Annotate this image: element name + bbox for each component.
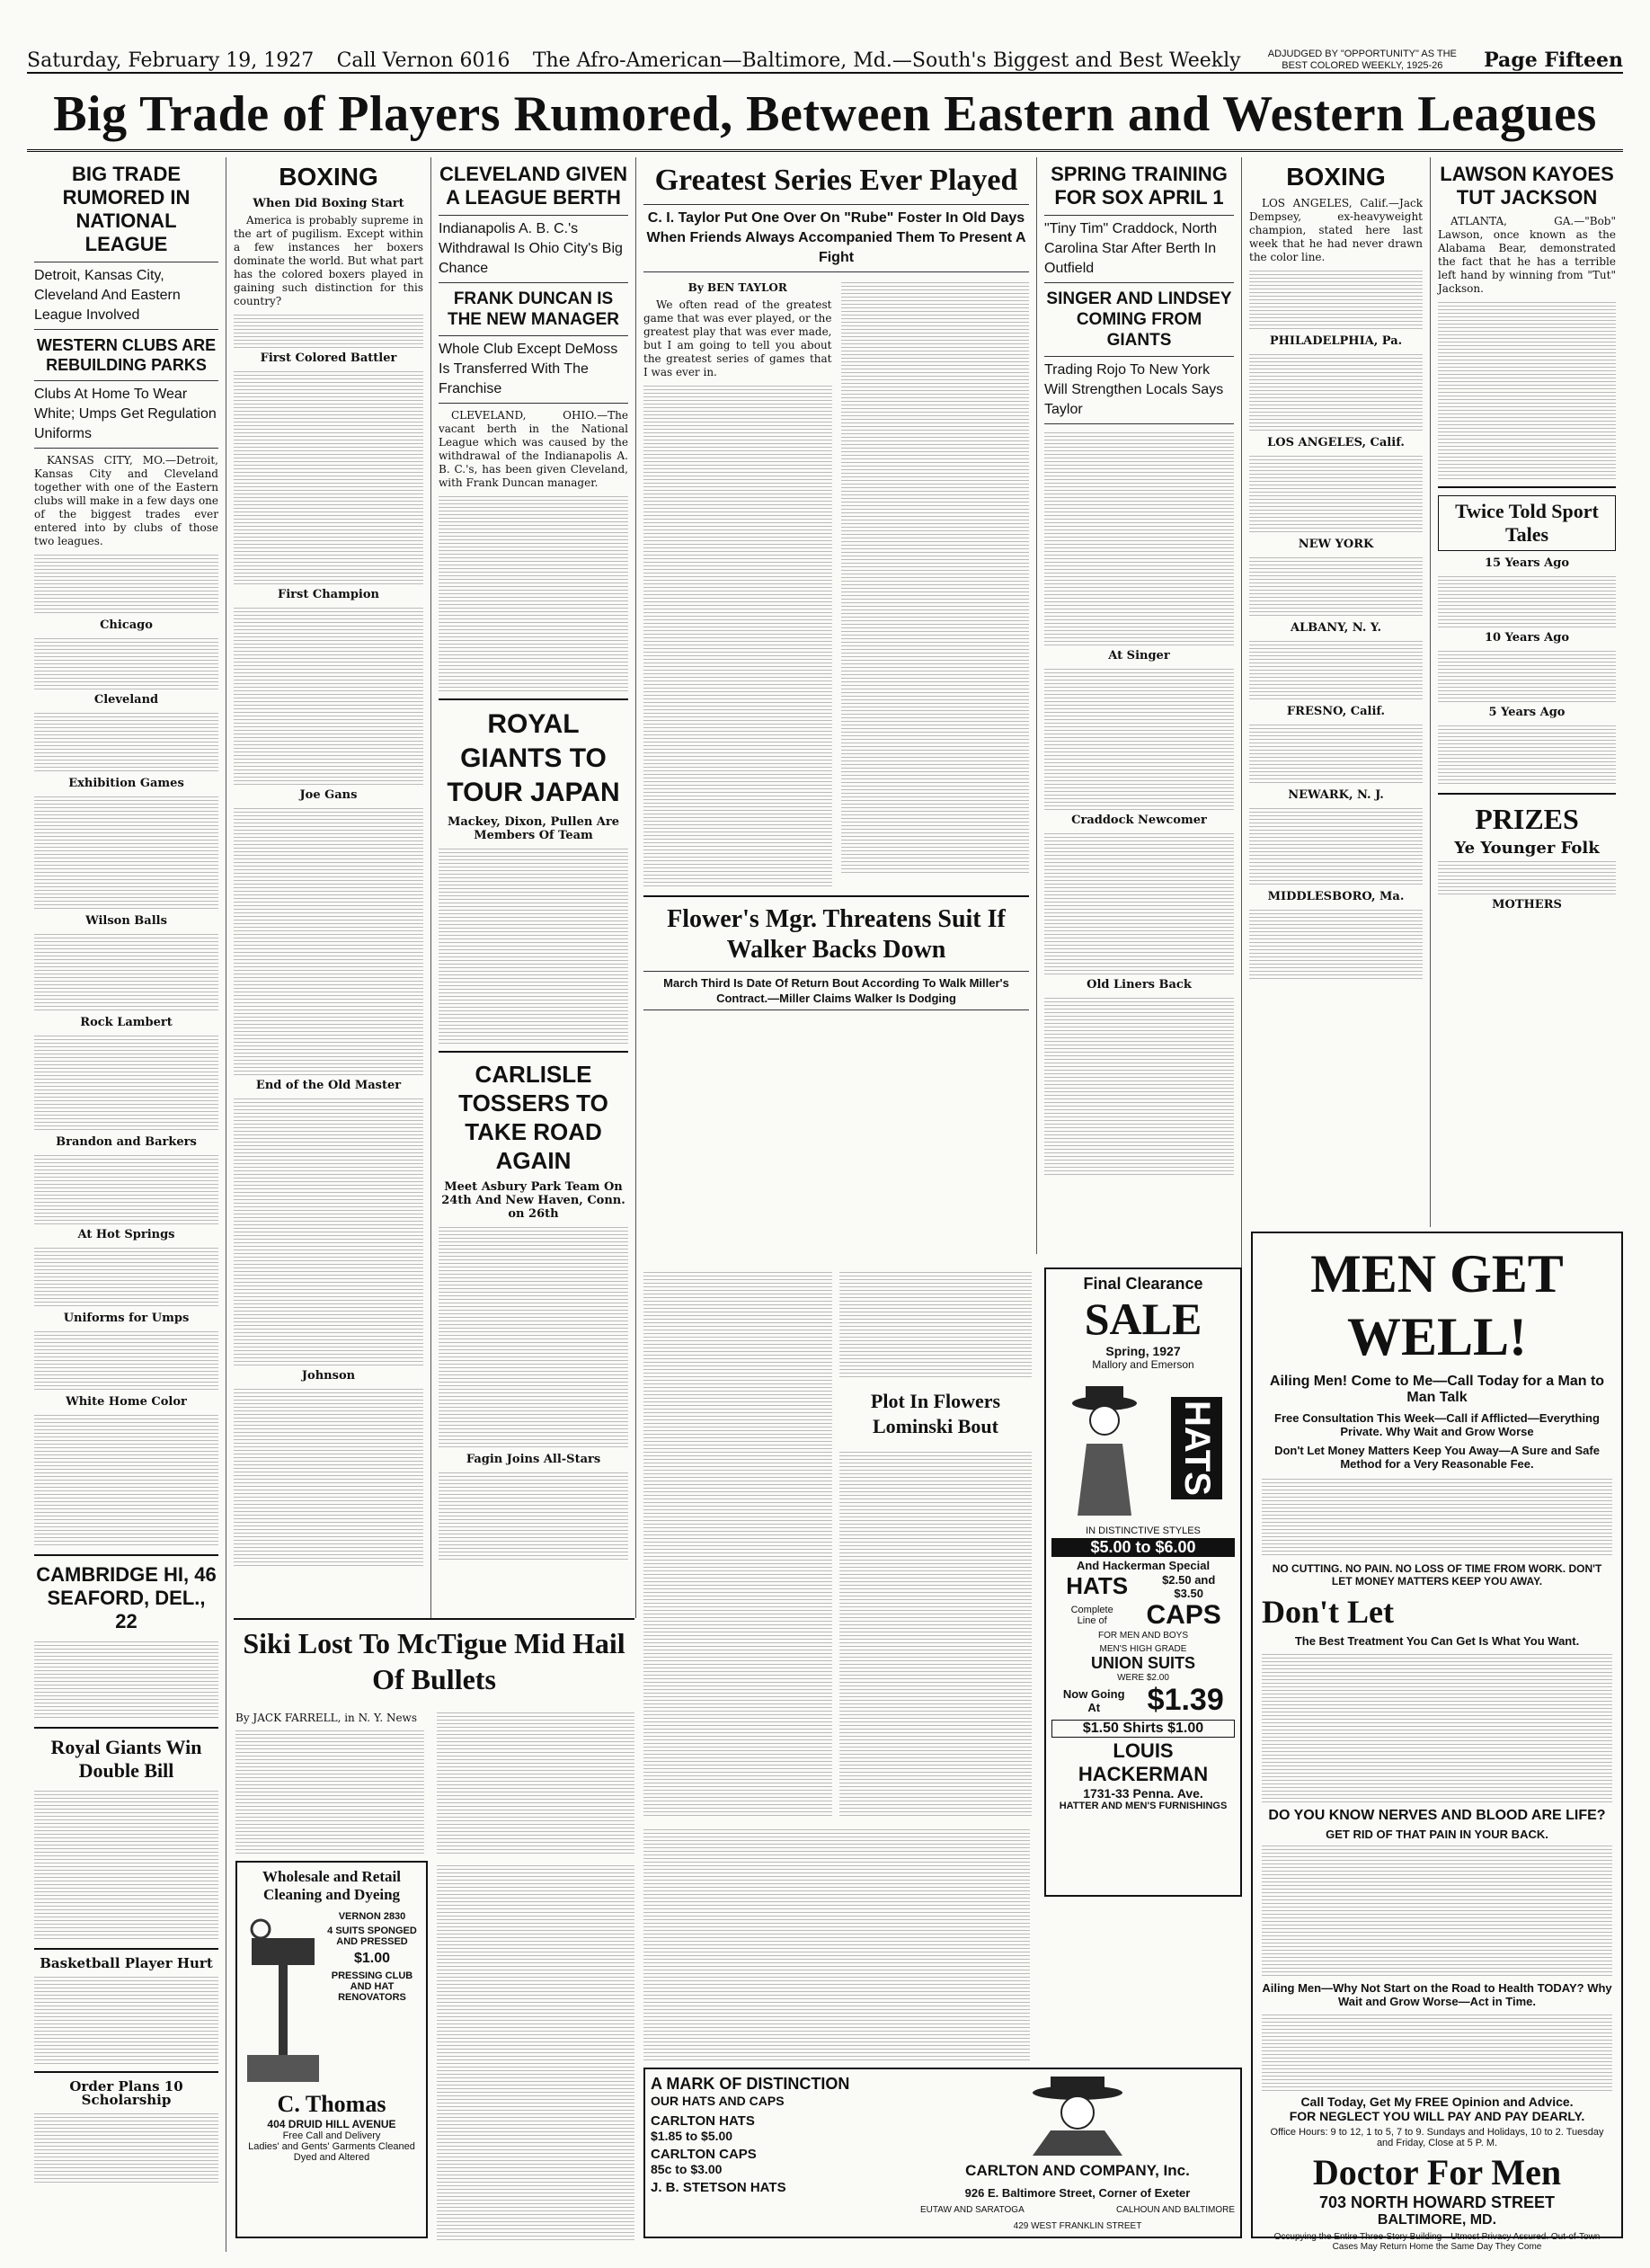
thomas-name: C. Thomas <box>277 2091 386 2117</box>
deck: C. I. Taylor Put One Over On "Rube" Foster In Old Days When Friends Always Accompanied Them To Present A Fight <box>643 204 1029 272</box>
years-ago: 5 Years Ago <box>1488 706 1566 719</box>
dateline: MIDDLESBORO, Ma. <box>1267 890 1405 903</box>
sale-union-suits: UNION SUITS <box>1090 1654 1195 1672</box>
sale-season: Spring, 1927 <box>1105 1344 1181 1358</box>
headline-prizes: PRIZES <box>1475 803 1579 835</box>
subheadline: WESTERN CLUBS ARE REBUILDING PARKS <box>36 336 217 374</box>
ad-question: DO YOU KNOW NERVES AND BLOOD ARE LIFE? <box>1268 1808 1606 1823</box>
section-head: Chicago <box>100 618 153 632</box>
ad-headline: MEN GET WELL! <box>1310 1244 1564 1366</box>
carlton-company: CARLTON AND COMPANY, Inc. <box>965 2161 1190 2179</box>
ad-why: Ailing Men—Why Not Start on the Road to Health TODAY? Why Wait and Grow Worse—Act in Time. <box>1262 1981 1612 2008</box>
thomas-phone: VERNON 2830 <box>338 1911 406 1922</box>
column-1 <box>27 157 226 2252</box>
thomas-foot: Ladies' and Gents' Garments Cleaned Dyed and Altered <box>248 2141 415 2163</box>
sale-hackerman: HACKERMAN <box>1078 1763 1209 1785</box>
column-6 <box>1242 157 1431 1227</box>
sale-shirts: $1.50 Shirts $1.00 <box>1051 1720 1235 1738</box>
ad-address: 703 NORTH HOWARD STREET <box>1318 2193 1556 2211</box>
sale-hats-vertical: HATS <box>1171 1397 1222 1499</box>
years-ago: 10 Years Ago <box>1484 631 1569 645</box>
dateline: LOS ANGELES, Calif. <box>1267 436 1405 449</box>
section-head: Uniforms for Umps <box>63 1312 190 1325</box>
thomas-address: 404 DRUID HILL AVENUE <box>267 2118 396 2130</box>
carlton-our: OUR HATS AND CAPS <box>651 2094 785 2108</box>
headline-scholarship: Order Plans 10 Scholarship <box>69 2078 183 2108</box>
ad-sub: Ailing Men! Come to Me—Call Today for a Man to Man Talk <box>1269 1374 1605 1405</box>
dateline: NEW YORK <box>1298 538 1374 551</box>
ad-dont-let: Don't Let <box>1262 1594 1394 1630</box>
sale-complete: Complete Line of <box>1070 1605 1113 1626</box>
sale-caps: CAPS <box>1146 1600 1221 1630</box>
section-head: First Champion <box>278 588 379 601</box>
sale-union-label: MEN'S HIGH GRADE <box>1099 1644 1187 1654</box>
dateline: PHILADELPHIA, Pa. <box>1269 334 1403 348</box>
headline: BOXING <box>279 163 378 191</box>
thomas-title: Wholesale and Retail Cleaning and Dyeing <box>262 1868 401 1903</box>
headline-twice-told: Twice Told Sport Tales <box>1438 495 1616 551</box>
section-head: Rock Lambert <box>80 1016 173 1029</box>
ad-hackerman-sale <box>1044 1267 1242 1897</box>
deck: "Tiny Tim" Craddock, North Carolina Star After Berth In Outfield <box>1044 215 1234 283</box>
headline: BOXING <box>1286 163 1386 191</box>
section-head: First Colored Battler <box>260 351 397 365</box>
sale-hack: And Hackerman Special <box>1076 1559 1211 1572</box>
ad-line: Don't Let Money Matters Keep You Away—A Sure and Safe Method for a Very Reasonable Fee. <box>1274 1444 1600 1471</box>
headline: LAWSON KAYOES TUT JACKSON <box>1440 163 1614 209</box>
ad-question-2: GET RID OF THAT PAIN IN YOUR BACK. <box>1326 1828 1548 1841</box>
column-7 <box>1431 157 1623 1227</box>
column-3 <box>431 157 636 1618</box>
ad-call: Call Today, Get My FREE Opinion and Advice. <box>1300 2095 1574 2109</box>
section-head: Fagin Joins All-Stars <box>466 1453 601 1466</box>
sale-hats2: HATS <box>1066 1572 1129 1599</box>
ad-foot: Occupying the Entire Three-Story Building—Utmost Privacy Assured. Out-of-Town Cases May Return Home the Same Day They Come <box>1273 2232 1601 2252</box>
ad-no-cutting: NO CUTTING. NO PAIN. NO LOSS OF TIME FROM WORK. DON'T LET MONEY MATTERS KEEP YOU AWAY. <box>1272 1562 1602 1588</box>
carlton-hats: CARLTON HATS <box>651 2113 755 2129</box>
sale-price1: $5.00 to $6.00 <box>1051 1538 1235 1557</box>
sale-address: 1731-33 Penna. Ave. <box>1083 1786 1203 1801</box>
subhead-prizes: Ye Younger Folk <box>1454 839 1600 858</box>
dateline: ALBANY, N. Y. <box>1290 621 1382 635</box>
subhead: When Did Boxing Start <box>253 197 404 210</box>
adjudged-note: ADJUDGED BY "OPPORTUNITY" AS THE BEST COLORED WEEKLY, 1925-26 <box>1267 49 1457 71</box>
carlton-address: 926 E. Baltimore Street, Corner of Exeter <box>964 2185 1191 2200</box>
dateline: FRESNO, Calif. <box>1286 705 1386 718</box>
lead-paragraph: CLEVELAND, OHIO.—The vacant berth in the National League which was caused by the withdrawal of the Indianapolis A. B. C.'s, has been given Cleveland, with Frank Duncan manager. <box>439 409 628 489</box>
column-4 <box>636 157 1037 1254</box>
sale-furnishings: HATTER AND MEN'S FURNISHINGS <box>1059 1801 1228 1811</box>
ad-carlton <box>643 2068 1242 2238</box>
column-5 <box>1037 157 1242 1375</box>
sale-nowprice: $1.39 <box>1147 1683 1224 1717</box>
headline-siki: Siki Lost To McTigue Mid Hail Of Bullets <box>234 1618 634 1697</box>
section-head: Brandon and Barkers <box>56 1135 197 1149</box>
siki-byline: By JACK FARRELL, in N. Y. News <box>235 1712 417 1724</box>
thomas-pressing: PRESSING CLUB AND HAT RENOVATORS <box>331 1970 413 2003</box>
thomas-free: Free Call and Delivery <box>282 2130 381 2141</box>
headline: SPRING TRAINING FOR SOX APRIL 1 <box>1051 163 1228 209</box>
gentleman-illustration <box>1015 2075 1140 2156</box>
sale-title: Final Clearance <box>1083 1275 1203 1293</box>
headline: BIG TRADE RUMORED IN NATIONAL LEAGUE <box>62 163 191 255</box>
section-head: Cleveland <box>93 693 159 707</box>
ad-neglect: FOR NEGLECT YOU WILL PAY AND PAY DEARLY. <box>1289 2109 1585 2123</box>
section-head: Old Liners Back <box>1087 978 1192 992</box>
ad-best: The Best Treatment You Can Get Is What You Want. <box>1294 1634 1580 1648</box>
byline: By BEN TAYLOR <box>688 281 787 294</box>
deck-singer: Trading Rojo To New York Will Strengthen Locals Says Taylor <box>1044 356 1234 424</box>
headline-royal-giants: Royal Giants Win Double Bill <box>50 1736 202 1782</box>
carlton-left: EUTAW AND SARATOGA <box>920 2205 1025 2216</box>
sale-now: Now Going At <box>1062 1686 1125 1714</box>
carlton-bottom: 429 WEST FRANKLIN STREET <box>1013 2221 1142 2231</box>
headline-basketball: Basketball Player Hurt <box>40 1955 213 1971</box>
sale-price2: $2.50 and $3.50 <box>1162 1572 1216 1600</box>
headline-duncan: FRANK DUNCAN IS THE NEW MANAGER <box>447 289 620 329</box>
sale-brand: Mallory and Emerson <box>1092 1358 1194 1371</box>
headline: CLEVELAND GIVEN A LEAGUE BERTH <box>439 163 628 209</box>
issue-date: Saturday, February 19, 1927 <box>27 49 315 72</box>
section-head: Joe Gans <box>299 788 358 802</box>
section-head: White Home Color <box>66 1395 187 1409</box>
ad-doctor: Doctor For Men <box>1312 2152 1562 2192</box>
lead-paragraph: ATLANTA, GA.—"Bob" Lawson, once known as the Alabama Bear, demonstrated the fact that he has a terrible left hand by winning from "Tut" Jackson. <box>1438 215 1616 295</box>
sale-word: SALE <box>1084 1294 1202 1344</box>
column-2 <box>226 157 431 1618</box>
lead-paragraph: LOS ANGELES, Calif.—Jack Dempsey, ex-heavyweight champion, stated here last week that he had never drawn the color line. <box>1249 197 1423 263</box>
section-head: At Singer <box>1108 649 1170 663</box>
ad-line: Free Consultation This Week—Call if Afflicted—Everything Private. Why Wait and Grow Worse <box>1274 1411 1600 1438</box>
page-number: Page Fifteen <box>1484 49 1623 72</box>
lead-paragraph: KANSAS CITY, MO.—Detroit, Kansas City and Cleveland together with one of the Eastern clubs will make in a few days one of the biggest trades ever entered into by clubs of those two leagues. <box>34 454 218 547</box>
carlton-caps: CARLTON CAPS <box>651 2147 757 2162</box>
lead-paragraph: We often read of the greatest game that was ever played, or the greatest play that was ever made, but I am going to tell you about the greatest series of games that I was ever in. <box>643 298 832 378</box>
carlton-caps-price: 85c to $3.00 <box>651 2162 723 2176</box>
ad-thomas-cleaning <box>235 1861 428 2238</box>
section-head: At Hot Springs <box>77 1228 175 1241</box>
banner-headline: Big Trade of Players Rumored, Between Eastern and Western Leagues <box>27 79 1623 152</box>
ad-hours: Office Hours: 9 to 12, 1 to 5, 7 to 9. Sundays and Holidays, 10 to 2. Tuesday and Friday, Close at 5 P. M. <box>1270 2127 1604 2148</box>
mothers: MOTHERS <box>1492 898 1562 912</box>
section-head: Craddock Newcomer <box>1071 814 1207 827</box>
carlton-stetson: J. B. STETSON HATS <box>651 2180 786 2195</box>
deck-flowers: March Third Is Date Of Return Bout According To Walk Miller's Contract.—Miller Claims Walker Is Dodging <box>643 971 1029 1010</box>
masthead <box>27 27 1623 74</box>
sale-were: WERE $2.00 <box>1117 1673 1169 1683</box>
ad-city: BALTIMORE, MD. <box>1377 2212 1497 2228</box>
headline-carlisle: CARLISLE TOSSERS TO TAKE ROAD AGAIN <box>458 1061 608 1174</box>
deck: Indianapolis A. B. C.'s Withdrawal Is Ohio City's Big Chance <box>439 215 628 283</box>
ad-doctor-for-men <box>1251 1232 1623 2252</box>
thomas-suits: 4 SUITS SPONGED AND PRESSED <box>327 1926 417 1947</box>
sale-styles: IN DISTINCTIVE STYLES <box>1086 1525 1201 1536</box>
subhead-carlisle: Meet Asbury Park Team On 24th And New Haven, Conn. on 26th <box>441 1180 625 1221</box>
section-head: End of the Old Master <box>255 1079 402 1092</box>
sale-formen: FOR MEN AND BOYS <box>1097 1631 1188 1641</box>
headline-singer: SINGER AND LINDSEY COMING FROM GIANTS <box>1046 289 1232 350</box>
headline: Greatest Series Ever Played <box>654 164 1018 197</box>
deck: Detroit, Kansas City, Cleveland And Eastern League Involved <box>34 262 218 330</box>
section-head: Johnson <box>301 1369 356 1383</box>
section-head: Wilson Balls <box>85 914 167 928</box>
years-ago: 15 Years Ago <box>1484 556 1569 570</box>
dateline: NEWARK, N. J. <box>1288 788 1384 802</box>
lead-paragraph: America is probably supreme in the art of pugilism. Except within a few instances her boxers dominate the world. But what part has the colored boxers played in gaining such distinction for this country? <box>234 214 423 307</box>
carlton-hats-price: $1.85 to $5.00 <box>651 2129 733 2143</box>
headline-royal-giants-japan: ROYAL GIANTS TO TOUR JAPAN <box>447 709 620 807</box>
carlton-right: CALHOUN AND BALTIMORE <box>1115 2205 1235 2216</box>
carlton-mark: A MARK OF DISTINCTION <box>651 2075 850 2093</box>
headline-cambridge: CAMBRIDGE HI, 46 SEAFORD, DEL., 22 <box>36 1563 217 1632</box>
phone-number: Call Vernon 6016 <box>336 49 510 72</box>
section-head: Exhibition Games <box>68 777 184 790</box>
headline-plot-flowers: Plot In Flowers Lominski Bout <box>870 1390 1001 1437</box>
deck-duncan: Whole Club Except DeMoss Is Transferred With The Franchise <box>439 335 628 404</box>
paper-name: The Afro-American—Baltimore, Md.—South's Biggest and Best Weekly <box>532 49 1241 72</box>
headline-flowers: Flower's Mgr. Threatens Suit If Walker Backs Down <box>667 905 1006 964</box>
thomas-price: $1.00 <box>353 1951 391 1966</box>
hat-man-illustration <box>1064 1381 1145 1516</box>
pressing-machine-illustration <box>243 1911 324 2091</box>
sale-louis: LOUIS <box>1113 1739 1174 1762</box>
subdeck: Clubs At Home To Wear White; Umps Get Regulation Uniforms <box>34 380 218 449</box>
subhead-royal: Mackey, Dixon, Pullen Are Members Of Team <box>447 815 620 842</box>
article-body <box>34 454 218 1547</box>
